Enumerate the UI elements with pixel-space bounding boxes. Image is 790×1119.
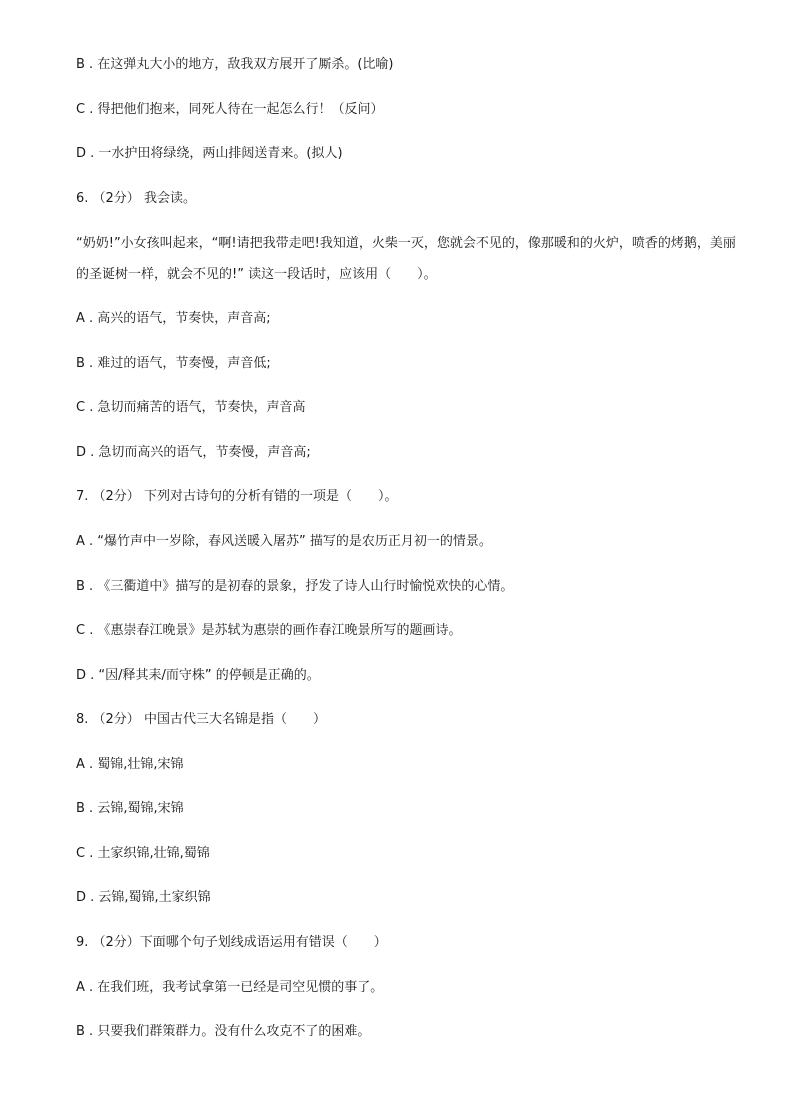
option-7a: A . “爆竹声中一岁除，春风送暖入屠苏” 描写的是农历正月初一的情景。 bbox=[76, 534, 492, 549]
option-5b: B . 在这弹丸大小的地方，敌我双方展开了厮杀。(比喻) bbox=[76, 57, 394, 72]
option-6a: A . 高兴的语气，节奏快，声音高; bbox=[76, 311, 271, 326]
option-5d: D . 一水护田将绿绕，两山排闼送青来。(拟人) bbox=[76, 146, 343, 161]
option-7b: B . 《三衢道中》描写的是初春的景象，抒发了诗人山行时愉悦欢快的心情。 bbox=[76, 579, 514, 594]
option-8b: B . 云锦,蜀锦,宋锦 bbox=[76, 801, 184, 816]
option-6d: D . 急切而高兴的语气，节奏慢，声音高; bbox=[76, 445, 311, 460]
option-9a: A . 在我们班，我考试拿第一已经是司空见惯的事了。 bbox=[76, 980, 384, 995]
option-7c: C . 《惠崇春江晚景》是苏轼为惠崇的画作春江晚景所写的题画诗。 bbox=[76, 623, 462, 638]
question-6-title: 6. （2分） 我会读。 bbox=[76, 191, 196, 206]
option-7d: D . “因/释其耒/而守株” 的停顿是正确的。 bbox=[76, 668, 320, 683]
question-6-passage: “奶奶!”小女孩叫起来，“啊!请把我带走吧!我知道，火柴一灭，您就会不见的，像那暖和的火炉，喷香的烤鹅，美丽的圣诞树一样，就会不见的!” 读这一段话时，应该用（ ）。 bbox=[76, 236, 736, 282]
question-8-title: 8. （2分） 中国古代三大名锦是指（ ） bbox=[76, 712, 326, 727]
option-6c: C . 急切而痛苦的语气，节奏快，声音高 bbox=[76, 400, 306, 415]
option-8a: A . 蜀锦,壮锦,宋锦 bbox=[76, 757, 184, 772]
question-7-title: 7. （2分） 下列对古诗句的分析有错的一项是（ ）。 bbox=[76, 489, 398, 504]
option-9b: B . 只要我们群策群力。没有什么攻克不了的困难。 bbox=[76, 1024, 371, 1039]
option-5c: C . 得把他们抱来，同死人待在一起怎么行！（反问） bbox=[76, 102, 384, 117]
option-8d: D . 云锦,蜀锦,土家织锦 bbox=[76, 890, 211, 905]
option-8c: C . 土家织锦,壮锦,蜀锦 bbox=[76, 846, 210, 861]
question-9-title: 9. （2分）下面哪个句子划线成语运用有错误（ ） bbox=[76, 935, 387, 950]
option-6b: B . 难过的语气，节奏慢，声音低; bbox=[76, 356, 271, 371]
